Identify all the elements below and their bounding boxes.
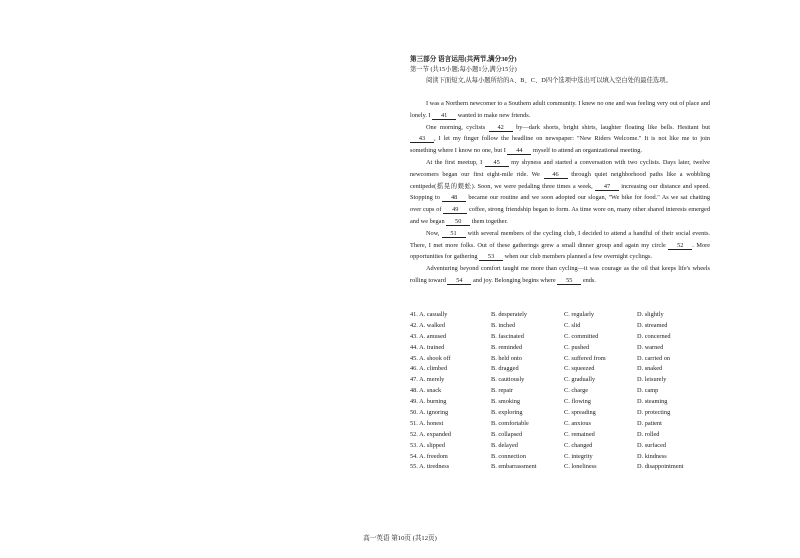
- passage-paragraph: [410, 98, 710, 122]
- question-number: 47.: [410, 376, 418, 384]
- option-d: D. patient: [637, 419, 662, 427]
- option-b: B. held onto: [491, 354, 522, 362]
- option-a-text: A. ignoring: [419, 409, 449, 417]
- option-row: [410, 354, 710, 365]
- option-a: [410, 408, 491, 419]
- passage-text: increasing our distance and speed. Stopping to: [410, 182, 710, 202]
- answer-blank: 41: [432, 112, 456, 120]
- option-a-text: A. snack: [419, 387, 442, 395]
- option-a-text: A. casually: [419, 311, 448, 318]
- passage-text: them together.: [470, 217, 508, 225]
- option-a-text: A. slipped: [419, 441, 445, 449]
- option-c: C. squeezed: [564, 365, 595, 373]
- option-b: B. cautiously: [491, 376, 525, 384]
- option-a: [410, 430, 491, 441]
- option-row: [410, 441, 710, 452]
- passage-text: I was a Northern newcomer to a Southern adult community. I knew no one and was feeling very out of place and lonely. I: [410, 100, 710, 119]
- passage-text: when our club members planned a few overnight cyclings.: [503, 253, 653, 261]
- question-number: 43.: [410, 332, 418, 340]
- option-a-text: A. honest: [419, 419, 444, 427]
- question-number: 50.: [410, 409, 418, 417]
- question-number: 54.: [410, 452, 418, 460]
- option-row: [410, 419, 710, 430]
- passage-text: Now,: [426, 229, 442, 237]
- answer-blank: 54: [447, 277, 471, 285]
- option-a: [410, 364, 491, 375]
- option-b: B. inched: [491, 321, 516, 329]
- option-d: D. carried on: [637, 354, 671, 362]
- option-c: C. charge: [564, 387, 589, 395]
- option-d: D. rolled: [637, 430, 660, 438]
- passage-text: with several members of the cycling club, I decided to attend a handful of their social events. There, I met more folks. Out of these gatherings grew a small dinner group and again my circle: [410, 229, 710, 249]
- question-number: 45.: [410, 354, 418, 362]
- option-d: D. disappointment: [637, 463, 684, 471]
- option-row: [410, 364, 710, 375]
- option-c: C. slid: [564, 321, 581, 329]
- option-a-text: A. burning: [419, 398, 447, 406]
- option-a: [410, 343, 491, 354]
- option-c: C. committed: [564, 332, 599, 340]
- option-a-text: A. merely: [419, 376, 445, 384]
- passage-text: At the first meetup, I: [426, 158, 485, 166]
- option-row: [410, 332, 710, 343]
- option-b: B. reminded: [491, 343, 523, 351]
- option-b: B. desperately: [491, 311, 528, 318]
- option-c: C. changed: [564, 441, 593, 449]
- question-number: 46.: [410, 365, 418, 373]
- option-a: [410, 452, 491, 463]
- option-c: C. loneliness: [564, 463, 597, 471]
- option-c: C. suffered from: [564, 354, 606, 362]
- option-row: [410, 462, 710, 473]
- option-a: [410, 332, 491, 343]
- option-d: D. snaked: [637, 365, 663, 373]
- option-a: [410, 310, 491, 321]
- option-row: [410, 321, 710, 332]
- passage-paragraph: [410, 122, 710, 157]
- option-a-text: A. freedom: [419, 452, 448, 460]
- option-d: D. protecting: [637, 409, 671, 417]
- option-d: D. leisurely: [637, 376, 667, 384]
- options-list: [410, 310, 710, 473]
- option-c: C. gradually: [564, 376, 596, 384]
- answer-blank: 50: [446, 218, 470, 226]
- passage-text: coffee, strong friendship began to form. As time wore on, many other shared interests emerged and we began: [410, 206, 710, 225]
- option-b: B. exploring: [491, 409, 523, 417]
- answer-blank: 44: [507, 147, 531, 155]
- passage-text: Adventuring beyond comfort taught me more than cycling—it was courage as the oil that keeps life's wheels rolling toward: [410, 265, 710, 284]
- section-heading: 第三部分 语言运用(共两节,满分30分): [410, 56, 517, 63]
- option-row: [410, 408, 710, 419]
- option-a-text: A. walked: [419, 321, 445, 329]
- passage-text: my shyness and started a conversation with two cyclists. Days later, twelve newcomers began our first eight-mile ride. We: [410, 158, 710, 178]
- passage-paragraph: [410, 228, 710, 263]
- option-row: [410, 397, 710, 408]
- option-d: D. warned: [637, 343, 664, 351]
- option-c: C. regularly: [564, 311, 595, 318]
- section-instruction: 阅读下面短文,从每小题所给的A、B、C、D四个选项中选出可以填入空白处的最佳选项。: [426, 77, 672, 84]
- option-b: B. connection: [491, 452, 526, 460]
- option-a: [410, 462, 491, 473]
- cloze-passage: [410, 98, 710, 287]
- option-c: C. flowing: [564, 398, 591, 406]
- answer-blank: 51: [442, 230, 466, 238]
- section-header: [410, 56, 710, 85]
- question-number: 48.: [410, 387, 418, 395]
- answer-blank: 55: [557, 277, 581, 285]
- option-row: [410, 430, 710, 441]
- option-a-text: A. climbed: [419, 365, 448, 373]
- option-b: B. comfortable: [491, 419, 529, 427]
- option-d: D. streamed: [637, 321, 668, 329]
- option-b: B. delayed: [491, 441, 518, 449]
- option-row: [410, 310, 710, 321]
- answer-blank: 43: [410, 135, 434, 143]
- option-d: D. surfaced: [637, 441, 667, 449]
- passage-text: ends.: [581, 276, 596, 284]
- option-c: C. spreading: [564, 409, 596, 417]
- passage-text: by—dark shorts, bright shirts, laughter floating like bells. Hesitant but: [512, 123, 711, 131]
- option-d: D. slightly: [637, 311, 664, 318]
- option-b: B. embarrassment: [491, 463, 537, 471]
- option-a: [410, 375, 491, 386]
- question-number: 49.: [410, 398, 418, 406]
- passage-text: wanted to make new friends.: [456, 111, 531, 119]
- page-footer: 高一英语 第10页 (共12页): [363, 535, 437, 542]
- option-d: D. steaming: [637, 398, 668, 406]
- passage-text: myself to attend an organizational meeting.: [531, 147, 642, 155]
- option-a: [410, 397, 491, 408]
- option-b: B. smoking: [491, 398, 521, 406]
- option-d: D. concerned: [637, 332, 671, 340]
- answer-blank: 47: [595, 183, 619, 191]
- option-b: B. collapsed: [491, 430, 523, 438]
- passage-text: , I let my finger follow the headline on newspaper: "New Riders Welcome." It is not like me to join something where I know no one, but I: [410, 135, 710, 155]
- option-row: [410, 375, 710, 386]
- answer-blank: 49: [443, 206, 467, 214]
- option-a: [410, 419, 491, 430]
- option-b: B. fascinated: [491, 332, 524, 340]
- option-a-text: A. expanded: [419, 430, 451, 438]
- option-b: B. repair: [491, 387, 514, 395]
- answer-blank: 52: [668, 242, 692, 250]
- question-number: 52.: [410, 430, 418, 438]
- option-c: C. pushed: [564, 343, 590, 351]
- option-a-text: A. tiredness: [419, 463, 450, 471]
- option-row: [410, 386, 710, 397]
- option-d: D. kindness: [637, 452, 667, 460]
- passage-text: through quiet neighborhood paths like a wobbling centipede(摇晃的蜈蚣). Soon, we were pedaling three times a week,: [410, 170, 710, 190]
- option-a: [410, 441, 491, 452]
- section-subheading: 第一节 (共15小题;每小题1分,满分15分): [410, 66, 517, 73]
- option-a: [410, 321, 491, 332]
- option-b: B. dragged: [491, 365, 519, 373]
- option-c: C. remained: [564, 430, 595, 438]
- passage-paragraph: [410, 263, 710, 287]
- passage-text: . More opportunities for gathering: [410, 241, 710, 261]
- passage-text: became our routine and we soon adopted our slogan, "We bike for food." As we sat chatting over cups of: [410, 194, 710, 214]
- option-a-text: A. trained: [419, 343, 445, 351]
- question-number: 53.: [410, 441, 418, 449]
- option-a: [410, 354, 491, 365]
- question-number: 41.: [410, 311, 418, 318]
- option-a-text: A. amused: [419, 332, 447, 340]
- passage-text: and joy. Belonging begins where: [471, 276, 558, 284]
- option-c: C. integrity: [564, 452, 593, 460]
- question-number: 51.: [410, 419, 418, 427]
- option-d: D. camp: [637, 387, 659, 395]
- answer-blank: 48: [442, 194, 466, 202]
- option-a: [410, 386, 491, 397]
- question-number: 44.: [410, 343, 418, 351]
- answer-blank: 45: [485, 159, 509, 167]
- passage-text: One morning, cyclists: [426, 123, 489, 131]
- answer-blank: 53: [479, 253, 503, 261]
- option-row: [410, 343, 710, 354]
- option-row: [410, 452, 710, 463]
- option-c: C. anxious: [564, 419, 591, 427]
- answer-blank: 46: [544, 171, 568, 179]
- option-a-text: A. shook off: [419, 354, 451, 362]
- answer-blank: 42: [489, 124, 513, 132]
- question-number: 42.: [410, 321, 418, 329]
- passage-paragraph: [410, 157, 710, 228]
- question-number: 55.: [410, 463, 418, 471]
